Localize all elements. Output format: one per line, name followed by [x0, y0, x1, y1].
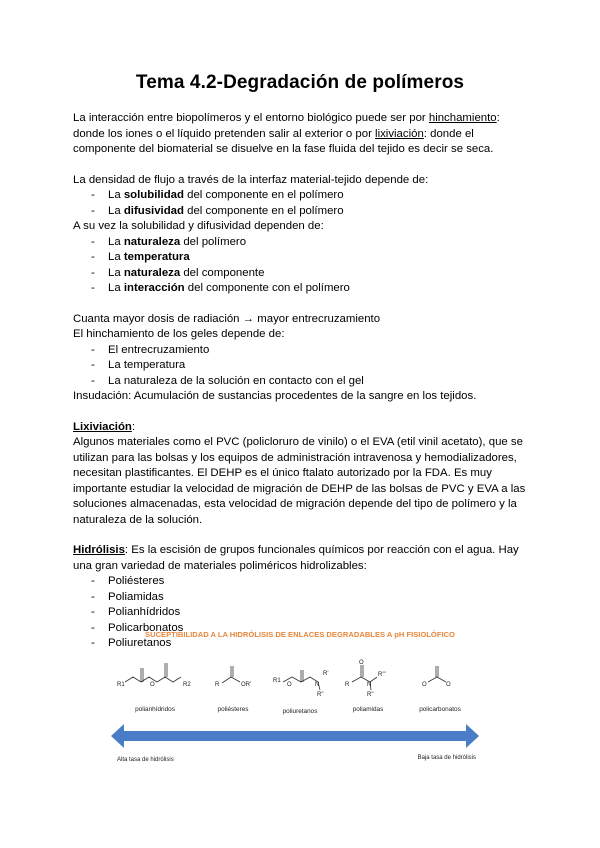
high-rate-label: Alta tasa de hidrólisis [117, 757, 174, 763]
list-item: - La temperatura [73, 250, 528, 266]
list-item: - La solubilidad del componente en el polímero [73, 188, 528, 204]
list-item: - La difusividad del componente en el polímero [73, 204, 528, 220]
document-body [73, 111, 528, 652]
intro-paragraph: La interacción entre biopolímeros y el entorno biológico puede ser por hinchamiento: donde los iones o el líquido pretenden salir al exterior o por lixiviación: donde el componente del biomaterial se disuelve en la fase fluida del tejido es decir se seca. [73, 112, 500, 155]
r-double-label: R" [317, 692, 324, 698]
radiation-line: Cuanta mayor dosis de radiación → mayor entrecruzamiento [73, 312, 381, 325]
hydrolysis-heading: Hidrólisis [73, 544, 125, 556]
list-item: - Poliuretanos [73, 636, 528, 652]
list-item: - Poliamidas [73, 590, 528, 606]
list-item: - Polianhídridos [73, 605, 528, 621]
density-lead-2: A su vez la solubilidad y difusividad dependen de: [73, 220, 324, 232]
rate-arrow [111, 724, 479, 748]
n-label-amide: N [367, 682, 372, 688]
list-item: - La interacción del componente con el polímero [73, 281, 528, 297]
list-item: - La naturaleza del componente [73, 266, 528, 282]
polyester-structure [222, 666, 240, 683]
swelling-lead: El hinchamiento de los geles depende de: [73, 328, 285, 340]
page-title: Tema 4.2-Degradación de polímeros [135, 72, 465, 93]
polycarbonate-structure [428, 666, 446, 682]
r-double-label-amide: R" [367, 692, 374, 698]
o-label-carb-left: O [422, 682, 427, 688]
r1-label: R1 [117, 682, 125, 688]
density-list [73, 188, 528, 219]
list-item: - La naturaleza de la solución en contacto con el gel [73, 374, 528, 390]
r-label-amide: R [345, 682, 350, 688]
r2-label: R2 [183, 682, 191, 688]
polyanhydride-structure [125, 663, 181, 682]
term-hinchamiento: hinchamiento [428, 112, 497, 124]
lixiviation-heading: Lixiviación: [73, 420, 136, 433]
n-label-urethane: N [315, 682, 320, 688]
list-item: - El entrecruzamiento [73, 343, 528, 359]
swelling-list [73, 343, 528, 390]
compound-polianhidridos: polianhídridos [135, 706, 175, 713]
r-label-ester: R [215, 682, 220, 688]
list-item: - La naturaleza del polímero [73, 235, 528, 251]
figure-svg [0, 620, 600, 780]
compound-poliuretanos: poliuretanos [282, 708, 318, 715]
r-prime-label: R' [323, 671, 329, 677]
factors-list [73, 235, 528, 297]
list-item: - Policarbonatos [73, 621, 528, 637]
or-label: OR' [241, 682, 252, 688]
o-label-carb-right: O [446, 682, 451, 688]
polyamide-structure [352, 665, 377, 690]
r-triple-label: R''' [378, 672, 386, 678]
hydrolysis-paragraph: Hidrólisis: Es la escisión de grupos funcionales químicos por reacción con el agua. Hay una gran variedad de materiales poliméricos hidrolizables: [73, 544, 519, 572]
list-item: - Poliésteres [73, 574, 528, 590]
compound-policarbonatos: policarbonatos [419, 706, 461, 713]
r1-label-urethane: R1 [273, 678, 281, 684]
density-lead: La densidad de flujo a través de la interfaz material-tejido depende de: [73, 173, 429, 186]
term-lixiviacion: lixiviación [375, 127, 424, 140]
compound-poliamidas: poliamidas [352, 706, 384, 713]
insudation-line: Insudación: Acumulación de sustancias procedentes de la sangre en los tejidos. [73, 390, 477, 402]
compound-poliesteres: poliésteres [217, 706, 249, 713]
o-label: O [150, 682, 155, 688]
figure-title: SUCEPTIBILIDAD A LA HIDRÓLISIS DE ENLACES DEGRADABLES A pH FISIOLÓFICO [145, 630, 455, 639]
hydrolysis-figure [0, 620, 600, 780]
lixiviation-paragraph: Algunos materiales como el PVC (policloruro de vinilo) o el EVA (etil vinil acetato), que se utilizan para las bolsas y los equipos de administración intravenosa y hemodializadores, necesitan plastificantes. El DEHP es el único ftalato autorizado por la FDA. Es muy importante estudiar la velocidad de migración de DEHP de las bolsas de PVC y EVA a las soluciones almacenadas, esta velocidad de migración depende del tipo de polímero y la naturaleza de la solución. [73, 436, 526, 526]
list-item: - La temperatura [73, 358, 528, 374]
o-label-urethane: O [287, 682, 292, 688]
low-rate-label: Baja tasa de hidrólisis [417, 755, 476, 761]
o-label-amide: O [359, 660, 364, 666]
